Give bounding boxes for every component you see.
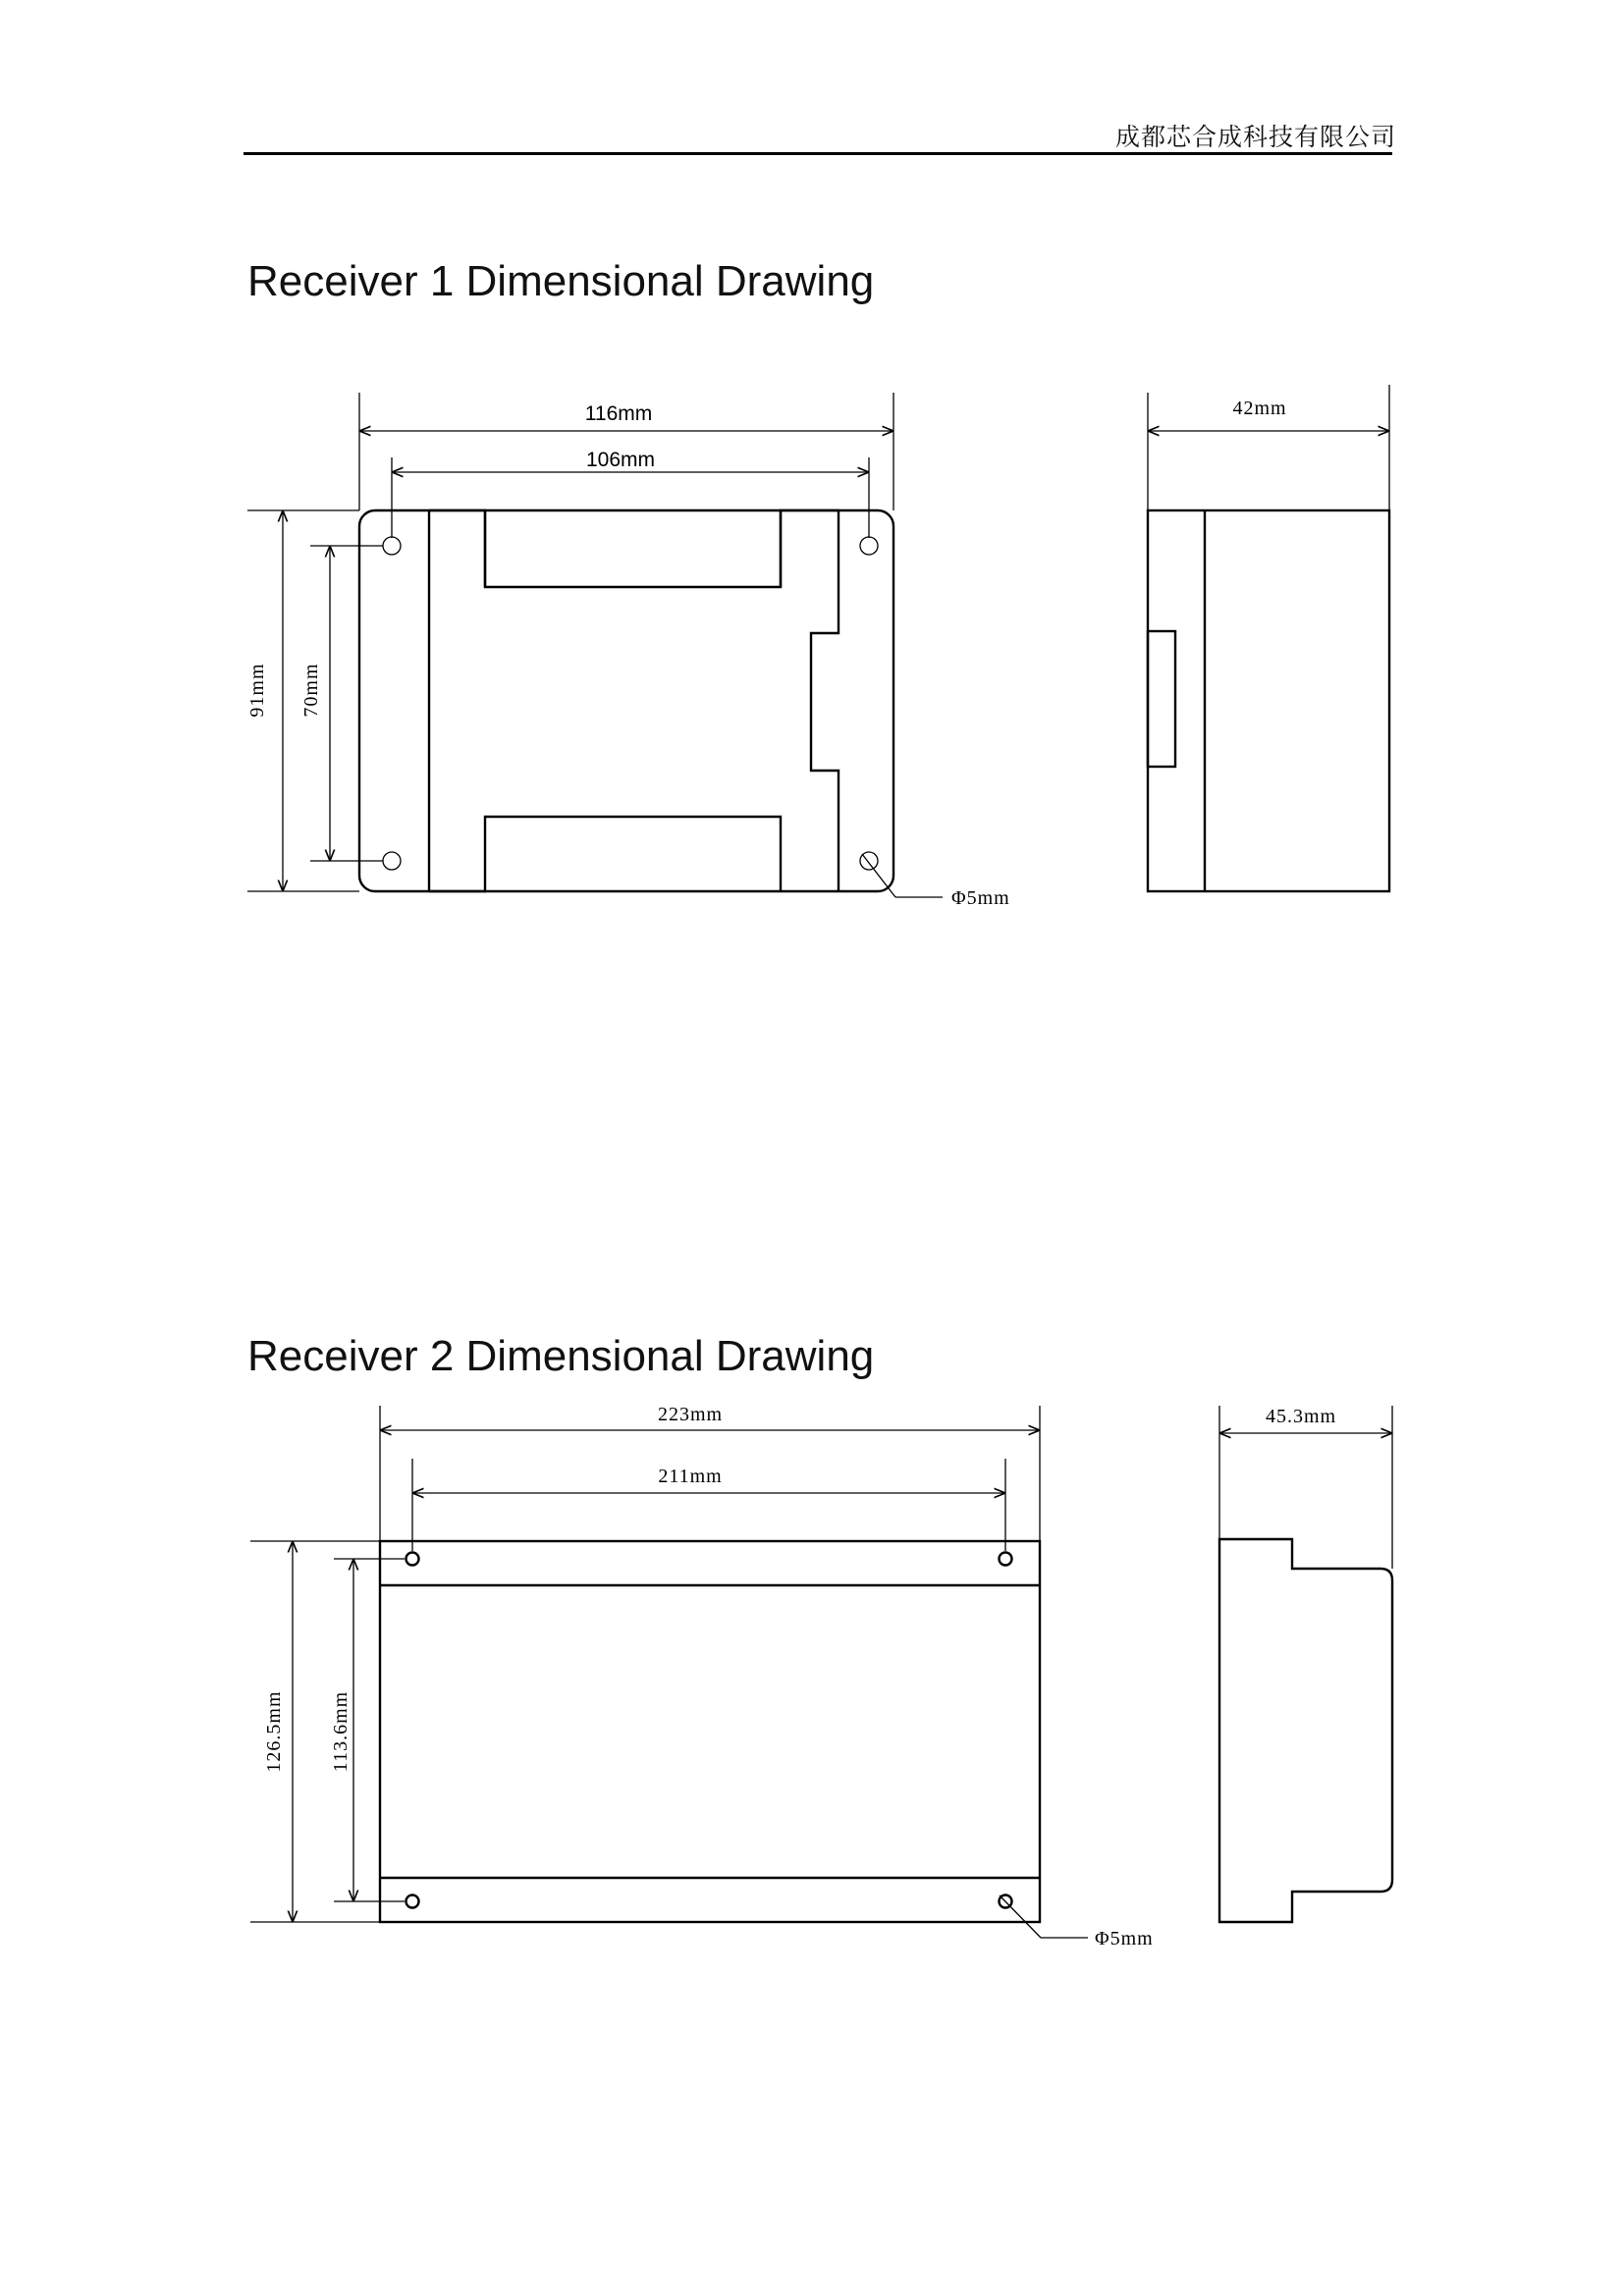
receiver2-overall-width-label: 223mm xyxy=(657,1404,724,1425)
receiver2-side-view xyxy=(1219,1539,1392,1922)
header-company: 成都芯合成科技有限公司 xyxy=(1114,123,1396,151)
mounting-hole-icon xyxy=(383,852,401,870)
mounting-hole-icon xyxy=(860,537,878,555)
mounting-hole-icon xyxy=(383,537,401,555)
mounting-hole-icon xyxy=(1000,1553,1012,1566)
receiver1-front-view xyxy=(359,510,893,891)
receiver2-dim-hole-height xyxy=(330,1559,405,1901)
receiver2-dim-depth xyxy=(1219,1406,1392,1569)
receiver1-dim-hole-diameter xyxy=(862,854,1010,909)
receiver2-front-view xyxy=(380,1541,1040,1922)
receiver1-overall-width-label: 116mm xyxy=(584,402,653,425)
receiver2-depth-label: 45.3mm xyxy=(1265,1406,1337,1427)
mounting-hole-icon xyxy=(406,1896,419,1908)
receiver1-overall-height-label: 91mm xyxy=(246,663,268,718)
receiver1-hole-width-label: 106mm xyxy=(585,449,656,471)
receiver1-title: Receiver 1 Dimensional Drawing xyxy=(247,257,875,305)
receiver2-hole-height-label: 113.6mm xyxy=(330,1690,352,1773)
receiver2-title: Receiver 2 Dimensional Drawing xyxy=(247,1332,875,1380)
receiver2-dim-hole-width xyxy=(412,1459,1005,1551)
receiver2-hole-width-label: 211mm xyxy=(658,1466,723,1487)
receiver1-hole-height-label: 70mm xyxy=(300,663,322,718)
receiver1-side-view xyxy=(1148,510,1389,891)
receiver2-overall-height-label: 126.5mm xyxy=(263,1690,285,1773)
receiver1-dim-hole-height xyxy=(300,546,383,861)
receiver1-depth-label: 42mm xyxy=(1232,398,1287,419)
receiver2-dim-overall-height xyxy=(250,1541,380,1922)
receiver1-dim-hole-width xyxy=(392,449,869,538)
receiver2-hole-diameter-label: Φ5mm xyxy=(1095,1928,1154,1949)
mounting-hole-icon xyxy=(406,1553,419,1566)
receiver1-hole-diameter-label: Φ5mm xyxy=(951,887,1010,909)
receiver1-dim-depth xyxy=(1148,385,1389,510)
